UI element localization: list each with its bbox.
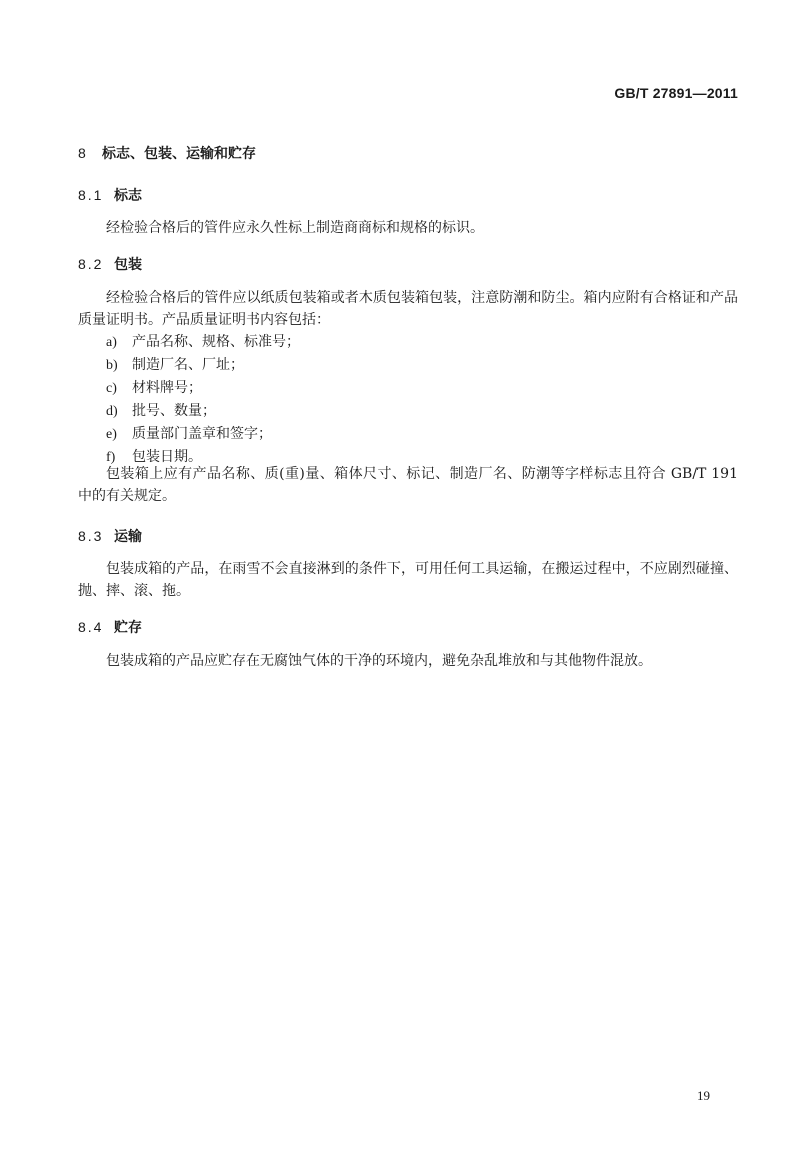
certificate-contents-list [106, 331, 300, 469]
section-8-2-number: 8.2 [78, 256, 104, 272]
list-item: c) 材料牌号； [106, 380, 202, 396]
section-8-2-heading [78, 254, 142, 274]
section-8-1-number: 8.1 [78, 187, 104, 203]
section-8-4-heading [78, 617, 142, 637]
section-8-3-text: 包装成箱的产品，在雨雪不会直接淋到的条件下，可用任何工具运输，在搬运过程中，不应剧烈碰撞、抛、摔、滚、拖。 [78, 561, 738, 599]
list-item: d) 批号、数量； [106, 403, 216, 419]
list-item: f) 包装日期。 [106, 449, 202, 465]
section-8-4-title: 贮存 [114, 620, 142, 636]
section-8-title: 标志、包装、运输和贮存 [102, 146, 256, 162]
section-8-4-number: 8.4 [78, 619, 104, 635]
section-8-2-intro: 经检验合格后的管件应以纸质包装箱或者木质包装箱包装，注意防潮和防尘。箱内应附有合格证和产品质量证明书。产品质量证明书内容包括： [78, 290, 738, 328]
section-8-number: 8 [78, 145, 88, 161]
list-item: a) 产品名称、规格、标准号； [106, 334, 300, 350]
section-8-1-text: 经检验合格后的管件应永久性标上制造商商标和规格的标识。 [106, 220, 484, 236]
section-8-4-text: 包装成箱的产品应贮存在无腐蚀气体的干净的环境内，避免杂乱堆放和与其他物件混放。 [106, 653, 652, 669]
section-8-2-title: 包装 [114, 257, 142, 273]
section-8-3-title: 运输 [114, 529, 142, 545]
section-8-3-heading [78, 526, 142, 546]
page-number: 19 [697, 1088, 710, 1103]
list-item: e) 质量部门盖章和签字； [106, 426, 272, 442]
section-8-heading [78, 143, 256, 163]
section-8-2-marking-text: 包装箱上应有产品名称、质(重)量、箱体尺寸、标记、制造厂名、防潮等字样标志且符合 GB/T 191 中的有关规定。 [78, 466, 738, 504]
section-8-1-heading [78, 185, 142, 205]
section-8-3-number: 8.3 [78, 528, 104, 544]
section-8-1-title: 标志 [114, 188, 142, 204]
list-item: b) 制造厂名、厂址； [106, 357, 244, 373]
standard-number: GB/T 27891—2011 [614, 85, 738, 101]
